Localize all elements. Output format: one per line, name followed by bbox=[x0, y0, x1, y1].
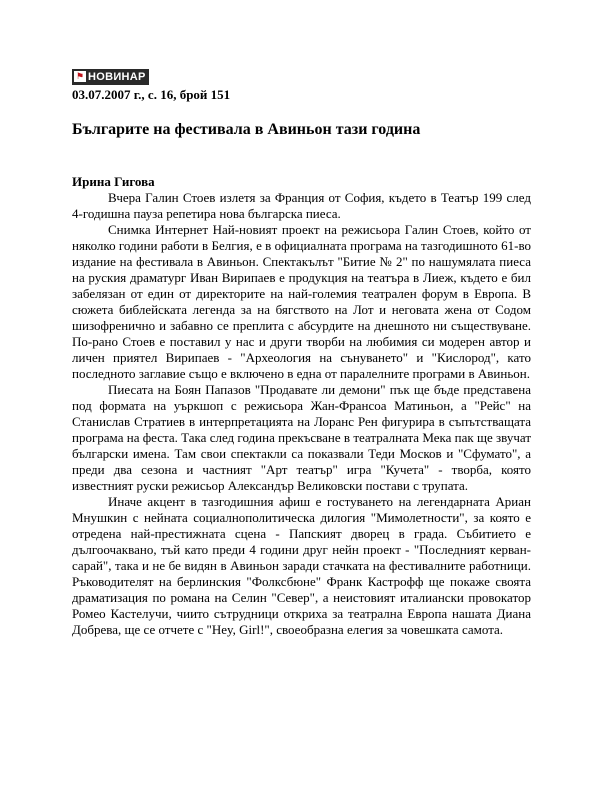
publication-date-line: 03.07.2007 г., с. 16, брой 151 bbox=[72, 86, 231, 102]
article-paragraph-2: Снимка Интернет Най-новият проект на режисьора Галин Стоев, който от няколко години работи в Белгия, е в официалната програма на тазгодишното 61-во издание на фестивала в Авиньон. Спектакълът "Битие № 2" по нашумялата пиеса на руския драматург Иван Вирипаев е продукция на театъра в Лиеж, където е бил забелязан от един от директорите на най-големия театрален форум в Европа. В сюжета библейската легенда за на бягството на Лот и неговата жена от Содом шизофренично и забавно се преплита с абсурдите на днешното ни съществуване. По-рано Стоев е поставил у нас и други творби на любимия си модерен автор и личен приятел Вирипаев - "Археология на сънуването" и "Кислород", като последното заглавие също е включено в една от паралелните програми в Авиньон. bbox=[72, 221, 531, 381]
article-paragraph-4: Иначе акцент в тазгодишния афиш е гостуването на легендарната Ариан Мнушкин с нейната социалнополитическа дилогия "Мимолетности", за която е отредена най-престижната сцена - Папският дворец в града. Събитието е дългоочаквано, тъй като преди 4 години друг нейн проект - "Последният керван-сарай", така и не бе видян в Авиньон заради стачката на фестивалните работници. Ръководителят на берлинския "Фолксбюне" Франк Кастрофф ще покаже своята драматизация по романа на Селин "Север", а неистовият италиански провокатор Ромео Кастелучи, чиито сътрудници откриха за театрална Европа нашата Диана Добрева, ще се отчете с "Hey, Girl!", своеобразна елегия за човешката самота. bbox=[72, 493, 531, 637]
article-page bbox=[72, 66, 531, 638]
article-title: Българите на фестивала в Авиньон тази година bbox=[72, 120, 421, 138]
article-paragraph-3: Пиесата на Боян Папазов "Продавате ли демони" пък ще бъде представена под формата на уъркшоп с режисьора Жан-Франсоа Матиньон, а "Рейс" на Станислав Стратиев в интерпретацията на Лоранс Рен фигурира в съпътстващата програма на феста. Така след година прекъсване в театралната Мека пак ще звучат български имена. Там свои спектакли са показвали Теди Москов и "Сфумато", а преди два сезона и частният "Арт театър" игра "Кучета" - творба, която известният руски режисьор Александър Великовски постави с трупата. bbox=[72, 381, 531, 493]
newspaper-logo bbox=[72, 69, 149, 85]
logo-text: НОВИНАР bbox=[88, 70, 146, 83]
article-paragraph-1: Вчера Галин Стоев излетя за Франция от София, където в Театър 199 след 4-годишна пауза репетира нова българска пиеса. bbox=[72, 189, 531, 221]
logo-flag-icon: ⚑ bbox=[75, 71, 85, 81]
article-author: Ирина Гигова bbox=[72, 173, 155, 189]
